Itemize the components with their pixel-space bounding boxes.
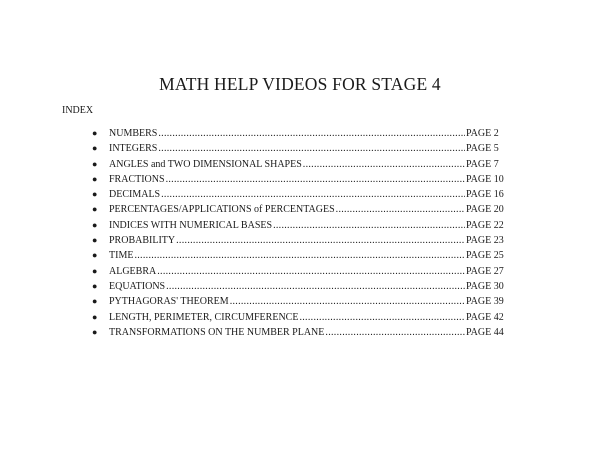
bullet-icon: ● (92, 235, 98, 246)
bullet-icon: ● (92, 189, 98, 200)
bullet-icon: ● (92, 143, 98, 154)
toc-entry-title: TRANSFORMATIONS ON THE NUMBER PLANE (109, 326, 325, 338)
toc-entry-page: PAGE 39 (466, 296, 504, 308)
toc-entry-page: PAGE 5 (466, 143, 499, 155)
bullet-icon: ● (92, 296, 98, 307)
toc-entry-title: EQUATIONS (109, 280, 166, 292)
table-of-contents (92, 126, 512, 340)
toc-entry-page: PAGE 27 (466, 265, 504, 277)
bullet-icon: ● (92, 280, 98, 291)
toc-entry-page: PAGE 10 (466, 173, 504, 185)
dot-leader (299, 310, 465, 325)
toc-entry-title: PERCENTAGES/APPLICATIONS of PERCENTAGES (109, 204, 335, 216)
toc-entry-page: PAGE 20 (466, 204, 504, 216)
bullet-icon: ● (92, 158, 98, 169)
toc-entry-page: PAGE 16 (466, 189, 504, 201)
toc-entry-title: INTEGERS (109, 143, 158, 155)
toc-entry-title: FRACTIONS (109, 173, 165, 185)
toc-entry-angles-shapes[interactable] (92, 157, 512, 172)
bullet-icon: ● (92, 219, 98, 230)
toc-entry-page: PAGE 22 (466, 219, 504, 231)
toc-entry-numbers[interactable] (92, 126, 512, 141)
bullet-icon: ● (92, 265, 98, 276)
toc-entry-integers[interactable] (92, 141, 512, 156)
bullet-icon: ● (92, 204, 98, 215)
toc-entry-transformations[interactable] (92, 325, 512, 340)
bullet-icon: ● (92, 311, 98, 322)
dot-leader (157, 264, 465, 279)
toc-entry-page: PAGE 7 (466, 158, 499, 170)
dot-leader (336, 202, 465, 217)
toc-entry-probability[interactable] (92, 233, 512, 248)
bullet-icon: ● (92, 128, 98, 138)
toc-entry-title: PYTHAGORAS' THEOREM (109, 296, 229, 308)
toc-entry-title: LENGTH, PERIMETER, CIRCUMFERENCE (109, 311, 299, 323)
bullet-icon: ● (92, 326, 98, 337)
dot-leader (303, 157, 465, 172)
toc-entry-page: PAGE 2 (466, 128, 499, 139)
toc-entry-title: ALGEBRA (109, 265, 157, 277)
toc-entry-percentages[interactable] (92, 202, 512, 217)
toc-entry-page: PAGE 42 (466, 311, 504, 323)
document-title: MATH HELP VIDEOS FOR STAGE 4 (159, 74, 441, 94)
toc-entry-title: TIME (109, 250, 134, 262)
dot-leader (161, 187, 465, 202)
toc-entry-fractions[interactable] (92, 172, 512, 187)
toc-entry-title: ANGLES and TWO DIMENSIONAL SHAPES (109, 158, 302, 170)
toc-entry-pythagoras[interactable] (92, 294, 512, 309)
toc-entry-page: PAGE 25 (466, 250, 504, 262)
toc-entry-equations[interactable] (92, 279, 512, 294)
dot-leader (158, 141, 465, 156)
toc-entry-length-perimeter[interactable] (92, 310, 512, 325)
dot-leader (134, 248, 465, 263)
toc-entry-algebra[interactable] (92, 264, 512, 279)
dot-leader (166, 279, 465, 294)
toc-entry-page: PAGE 23 (466, 235, 504, 247)
dot-leader (166, 172, 465, 187)
bullet-icon: ● (92, 250, 98, 261)
toc-entry-time[interactable] (92, 248, 512, 263)
toc-entry-title: DECIMALS (109, 189, 161, 201)
toc-entry-title: INDICES WITH NUMERICAL BASES (109, 219, 273, 231)
toc-entry-decimals[interactable] (92, 187, 512, 202)
toc-entry-title: PROBABILITY (109, 235, 176, 247)
toc-entry-page: PAGE 30 (466, 280, 504, 292)
toc-entry-title: NUMBERS (109, 128, 158, 139)
index-label: INDEX (62, 105, 94, 116)
toc-entry-page: PAGE 44 (466, 326, 504, 338)
bullet-icon: ● (92, 173, 98, 184)
dot-leader (176, 233, 465, 248)
dot-leader (158, 126, 465, 141)
dot-leader (230, 294, 465, 309)
dot-leader (325, 325, 465, 340)
toc-entry-indices[interactable] (92, 218, 512, 233)
dot-leader (273, 218, 465, 233)
